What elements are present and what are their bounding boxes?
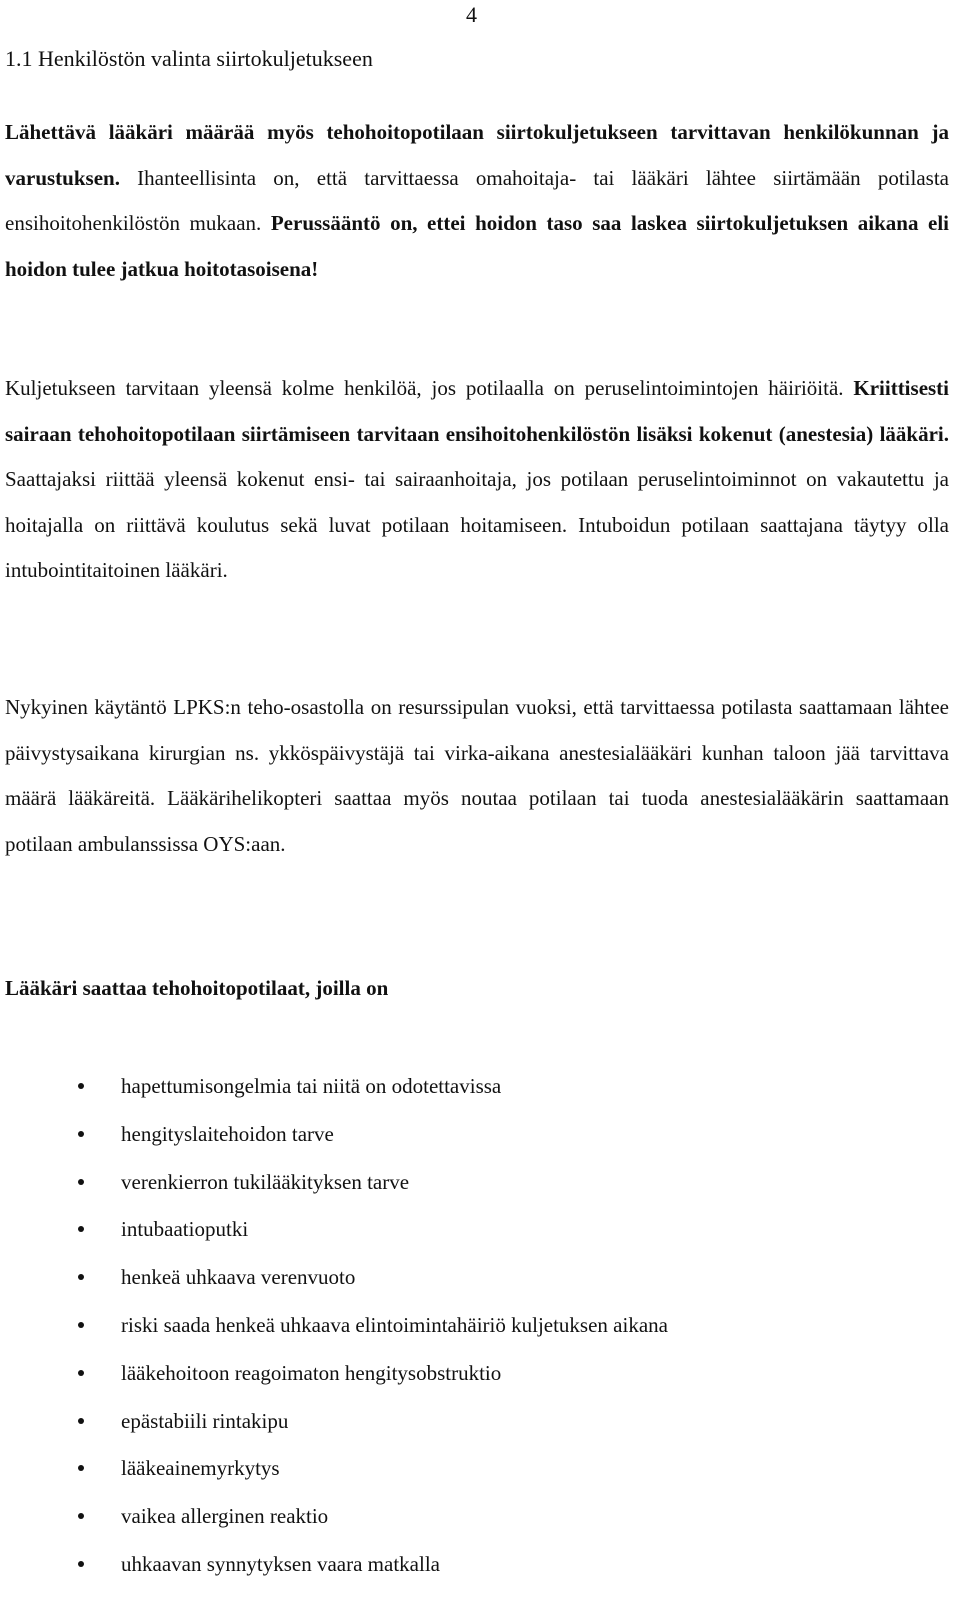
bullet-icon (78, 1083, 84, 1089)
list-item (0, 1170, 960, 1218)
bullet-icon (78, 1322, 84, 1328)
list-item (0, 1456, 960, 1504)
list-item-text: intubaatioputki (121, 1217, 249, 1242)
list-item (0, 1217, 960, 1265)
list-item (0, 1361, 960, 1409)
paragraph-2-text-a: Kuljetukseen tarvitaan yleensä kolme henkilöä, jos potilaalla on peruselintoimintojen häiriöitä. (5, 376, 844, 400)
list-item-text: riski saada henkeä uhkaava elintoimintahäiriö kuljetuksen aikana (121, 1312, 668, 1337)
list-item-text: lääkehoitoon reagoimaton hengitysobstruktio (121, 1360, 502, 1385)
paragraph-1-bold-b: Perussääntö on, ettei hoidon taso saa laskea siirtokuljetuksen aikana eli hoidon tulee jatkua hoitotasoisena! (5, 211, 949, 281)
bullet-icon (78, 1131, 84, 1137)
bullet-icon (78, 1513, 84, 1519)
list-item (0, 1074, 960, 1122)
bullet-icon (78, 1418, 84, 1424)
list-item-text: vaikea allerginen reaktio (121, 1504, 329, 1529)
list-item (0, 1409, 960, 1457)
list-item-text: uhkaavan synnytyksen vaara matkalla (121, 1551, 440, 1576)
bullet-icon (78, 1465, 84, 1471)
list-item (0, 1313, 960, 1361)
paragraph-3: Nykyinen käytäntö LPKS:n teho-osastolla on resurssipulan vuoksi, että tarvittaessa potilasta saattamaan lähtee päivystysaikana kirurgian ns. ykköspäivystäjä tai virka-aikana anestesialääkäri kunhan taloon jää tarvittava määrä lääkäreitä. Lääkärihelikopteri saattaa myös noutaa potilaan tai tuoda anestesialääkärin saattamaan potilaan ambulanssissa OYS:aan. (5, 695, 949, 856)
bullet-list (0, 1074, 960, 1600)
paragraph-1 (5, 110, 949, 292)
bullet-icon (78, 1561, 84, 1567)
bullet-icon (78, 1179, 84, 1185)
section-heading: 1.1 Henkilöstön valinta siirtokuljetukseen (5, 46, 373, 71)
list-item-text: hengityslaitehoidon tarve (121, 1121, 334, 1146)
list-item (0, 1122, 960, 1170)
paragraph-1-text-a: Ihanteellisinta on, että tarvittaessa omahoitaja- tai lääkäri lähtee siirtämään potilasta ensihoitohenkilöstön mukaan. (5, 165, 950, 236)
list-item-text: henkeä uhkaava verenvuoto (121, 1265, 356, 1290)
list-item (0, 1265, 960, 1313)
list-item (0, 1552, 960, 1600)
bullet-icon (78, 1226, 84, 1232)
bullet-icon (78, 1274, 84, 1280)
list-item-text: hapettumisongelmia tai niitä on odotettavissa (121, 1074, 502, 1098)
paragraph-2 (5, 366, 949, 594)
paragraph-2-bold-a: Kriittisesti sairaan tehohoitopotilaan siirtämiseen tarvitaan ensihoitohenkilöstön lisäksi kokenut (anestesia) lääkäri. (5, 376, 950, 446)
list-item-text: lääkeainemyrkytys (121, 1456, 280, 1481)
subheading: Lääkäri saattaa tehohoitopotilaat, joilla on (5, 976, 389, 1000)
bullet-icon (78, 1370, 84, 1376)
paragraph-2-text-b: Saattajaksi riittää yleensä kokenut ensi- tai sairaanhoitaja, jos potilaan peruselintoiminnot on vakautettu ja hoitajalla on riittävä koulutus sekä luvat potilaan hoitamiseen. Intuboidun potilaan saattajana täytyy olla intubointitaitoinen lääkäri. (5, 467, 949, 583)
list-item-text: verenkierron tukilääkityksen tarve (121, 1169, 410, 1194)
list-item-text: epästabiili rintakipu (121, 1408, 289, 1433)
paragraph-1-bold-a: Lähettävä lääkäri määrää myös tehohoitopotilaan siirtokuljetukseen tarvittavan henkilökunnan ja varustuksen. (5, 120, 949, 190)
list-item (0, 1504, 960, 1552)
page-number: 4 (466, 2, 477, 27)
